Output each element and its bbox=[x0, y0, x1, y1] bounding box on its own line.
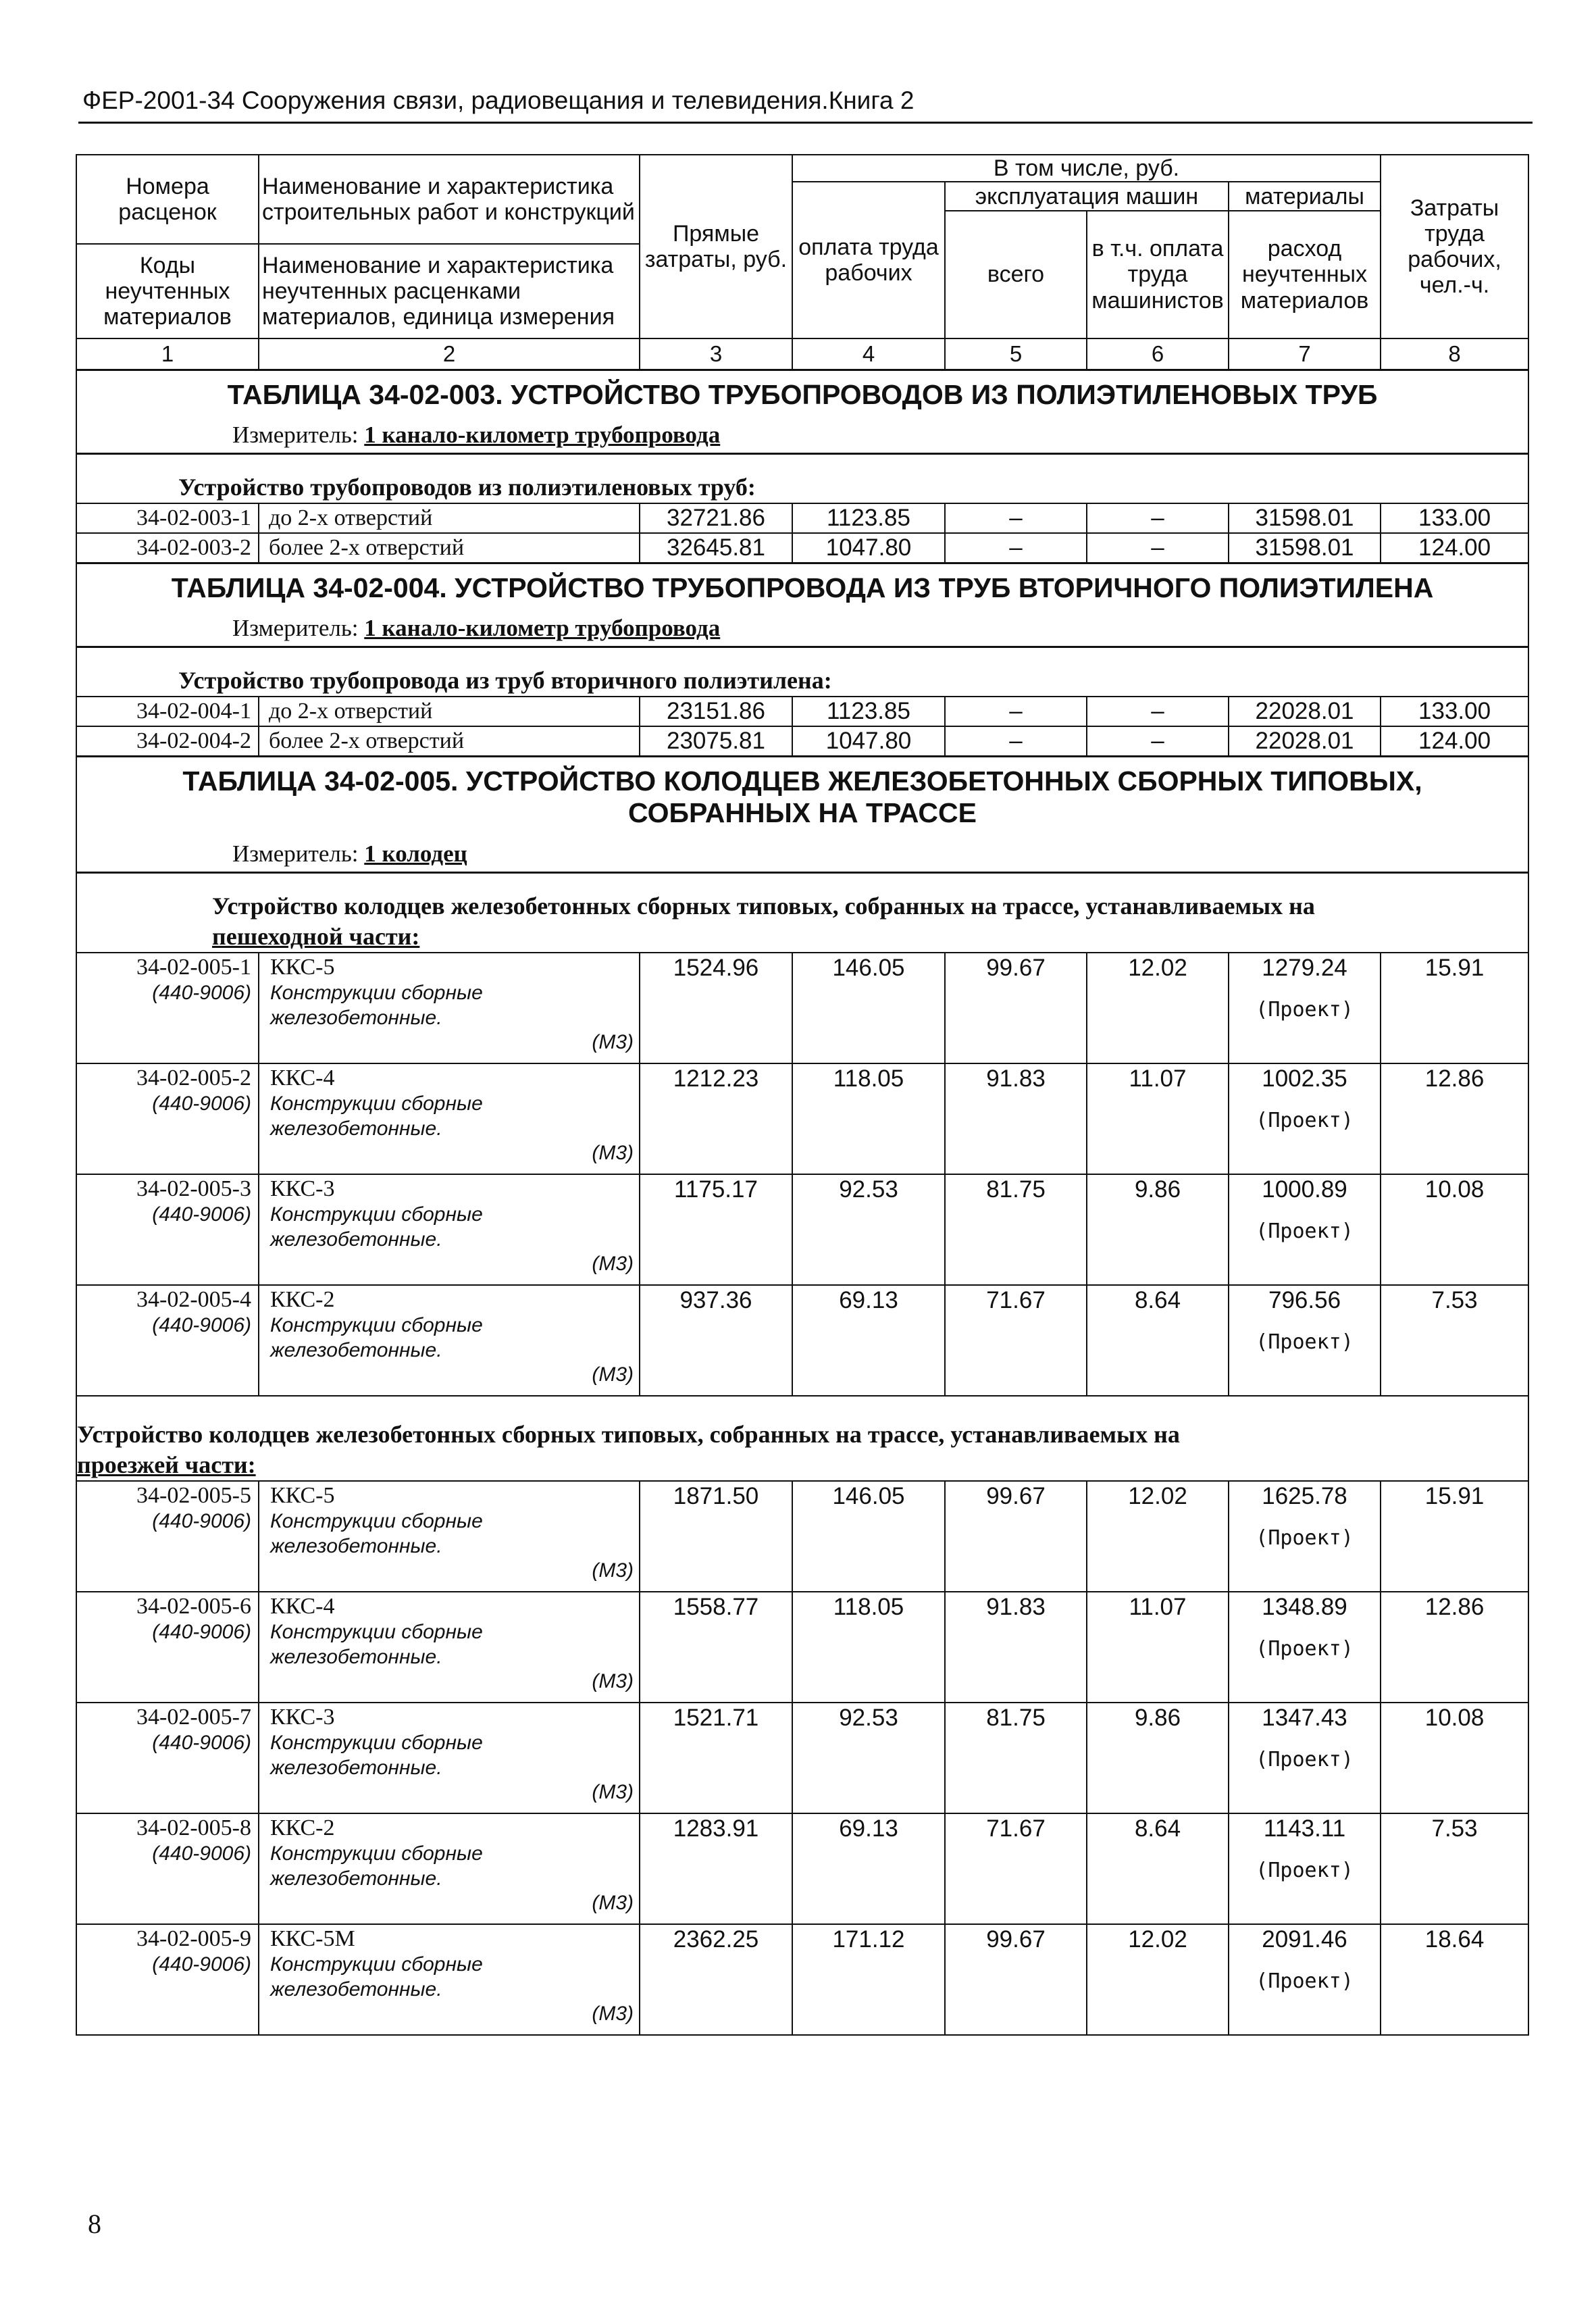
direct-cost: 1524.96 bbox=[640, 953, 792, 1063]
rates-table bbox=[76, 154, 1529, 2036]
rate-code: 34-02-005-7 bbox=[136, 1704, 251, 1730]
table-row bbox=[76, 503, 1528, 533]
rate-code: 34-02-005-6 bbox=[136, 1593, 251, 1619]
material-code: (440-9006) bbox=[152, 981, 251, 1004]
work-name: ККС-3 bbox=[270, 1176, 335, 1201]
rate-code: 34-02-004-2 bbox=[76, 726, 259, 757]
direct-cost: 1175.17 bbox=[640, 1174, 792, 1285]
col-labor: Затраты труда рабочих, чел.-ч. bbox=[1381, 155, 1528, 338]
col-name-top: Наименование и характеристика строительных работ и конструкций bbox=[259, 155, 640, 244]
labor: 12.86 bbox=[1381, 1592, 1528, 1703]
group-heading: Устройство трубопроводов из полиэтиленовых труб: bbox=[76, 454, 1528, 504]
machines-total: 81.75 bbox=[945, 1703, 1087, 1813]
material-code: (440-9006) bbox=[152, 1731, 251, 1754]
direct-cost: 23151.86 bbox=[640, 697, 792, 726]
materials-cell bbox=[1229, 1285, 1381, 1396]
material-unit: (М3) bbox=[592, 1780, 634, 1803]
materials-cell bbox=[1229, 1924, 1381, 2035]
table-row bbox=[76, 1703, 1528, 1813]
table-row bbox=[76, 1063, 1528, 1174]
table-row bbox=[76, 697, 1528, 726]
direct-cost: 1212.23 bbox=[640, 1063, 792, 1174]
col-number: 2 bbox=[259, 338, 640, 370]
rate-code-cell bbox=[76, 1481, 259, 1592]
machines-wages: 11.07 bbox=[1087, 1592, 1229, 1703]
rate-code-cell bbox=[76, 953, 259, 1063]
machines-total: 71.67 bbox=[945, 1813, 1087, 1924]
work-name: более 2-х отверстий bbox=[259, 726, 640, 757]
work-name-cell bbox=[259, 1285, 640, 1396]
machines-wages: 8.64 bbox=[1087, 1813, 1229, 1924]
table-head bbox=[76, 155, 1528, 370]
machines-total: 81.75 bbox=[945, 1174, 1087, 1285]
table-section bbox=[76, 563, 1528, 647]
col-wages: оплата труда рабочих bbox=[792, 182, 945, 338]
material-name: Конструкции сборные железобетонные. bbox=[270, 1731, 483, 1780]
rows-roadway bbox=[76, 1481, 1528, 2035]
table-row bbox=[76, 953, 1528, 1063]
rate-code: 34-02-005-5 bbox=[136, 1482, 251, 1508]
col-number: 4 bbox=[792, 338, 945, 370]
wages: 92.53 bbox=[792, 1703, 945, 1813]
work-name-cell bbox=[259, 1924, 640, 2035]
labor: 10.08 bbox=[1381, 1174, 1528, 1285]
rate-code-cell bbox=[76, 1924, 259, 2035]
work-name: ККС-5 bbox=[270, 954, 335, 980]
machines-wages: 9.86 bbox=[1087, 1703, 1229, 1813]
wages: 69.13 bbox=[792, 1285, 945, 1396]
labor: 133.00 bbox=[1381, 697, 1528, 726]
work-name: до 2-х отверстий bbox=[259, 503, 640, 533]
rate-code-cell bbox=[76, 1592, 259, 1703]
material-name: Конструкции сборные железобетонные. bbox=[270, 1203, 483, 1251]
rate-code: 34-02-005-3 bbox=[136, 1176, 251, 1201]
col-code-top: Номера расценок bbox=[76, 155, 259, 244]
work-name: ККС-5 bbox=[270, 1482, 335, 1508]
wages: 146.05 bbox=[792, 953, 945, 1063]
machines-wages: 9.86 bbox=[1087, 1174, 1229, 1285]
material-name: Конструкции сборные железобетонные. bbox=[270, 1620, 483, 1669]
materials-note: (Проект) bbox=[1256, 1219, 1354, 1243]
wages: 92.53 bbox=[792, 1174, 945, 1285]
machines-wages: 8.64 bbox=[1087, 1285, 1229, 1396]
table-row bbox=[76, 1592, 1528, 1703]
running-header: ФЕР-2001-34 Сооружения связи, радиовещания и телевидения.Книга 2 bbox=[82, 86, 915, 114]
wages: 1047.80 bbox=[792, 533, 945, 563]
materials-note: (Проект) bbox=[1256, 1969, 1354, 1993]
materials: 1348.89 bbox=[1262, 1593, 1347, 1620]
group-b bbox=[76, 1396, 1528, 1481]
table-title: ТАБЛИЦА 34-02-005. УСТРОЙСТВО КОЛОДЦЕВ ЖЕЛЕЗОБЕТОННЫХ СБОРНЫХ ТИПОВЫХ, СОБРАННЫХ НА ТРАССЕ bbox=[182, 765, 1422, 829]
labor: 7.53 bbox=[1381, 1813, 1528, 1924]
labor: 12.86 bbox=[1381, 1063, 1528, 1174]
col-code-bottom: Коды неучтенных материалов bbox=[76, 244, 259, 338]
direct-cost: 2362.25 bbox=[640, 1924, 792, 2035]
col-materials: материалы bbox=[1229, 182, 1381, 211]
machines-wages: – bbox=[1087, 533, 1229, 563]
work-name: ККС-4 bbox=[270, 1065, 335, 1090]
materials: 22028.01 bbox=[1229, 697, 1381, 726]
col-direct: Прямые затраты, руб. bbox=[640, 155, 792, 338]
material-name: Конструкции сборные железобетонные. bbox=[270, 1953, 483, 2001]
material-unit: (М3) bbox=[592, 1030, 634, 1053]
materials: 1000.89 bbox=[1262, 1176, 1347, 1203]
rate-code: 34-02-005-8 bbox=[136, 1815, 251, 1840]
measure-label: Измеритель: bbox=[232, 840, 359, 867]
group-heading-line2: пешеходной части: bbox=[212, 922, 420, 950]
col-including: В том числе, руб. bbox=[792, 155, 1381, 182]
machines-wages: 12.02 bbox=[1087, 1481, 1229, 1592]
group-heading-line2: проезжей части: bbox=[77, 1451, 256, 1478]
col-materials-unaccounted: расход неучтенных материалов bbox=[1229, 211, 1381, 338]
measure-value: 1 канало-километр трубопровода bbox=[364, 615, 721, 642]
work-name: до 2-х отверстий bbox=[259, 697, 640, 726]
material-code: (440-9006) bbox=[152, 1953, 251, 1976]
table-row bbox=[76, 1285, 1528, 1396]
col-machines: эксплуатация машин bbox=[945, 182, 1229, 211]
material-code: (440-9006) bbox=[152, 1092, 251, 1115]
col-number: 3 bbox=[640, 338, 792, 370]
materials-cell bbox=[1229, 1592, 1381, 1703]
col-name-bottom: Наименование и характеристика неучтенных расценками материалов, единица измерения bbox=[259, 244, 640, 338]
wages: 1123.85 bbox=[792, 503, 945, 533]
labor: 15.91 bbox=[1381, 1481, 1528, 1592]
machines-wages: 11.07 bbox=[1087, 1063, 1229, 1174]
rows-pedestrian bbox=[76, 953, 1528, 1396]
machines-total: – bbox=[945, 726, 1087, 757]
materials-cell bbox=[1229, 953, 1381, 1063]
group-heading-line1: Устройство колодцев железобетонных сборных типовых, собранных на трассе, устанавливаемых на bbox=[212, 892, 1315, 920]
material-name: Конструкции сборные железобетонные. bbox=[270, 1509, 483, 1558]
col-number: 1 bbox=[76, 338, 259, 370]
work-name-cell bbox=[259, 1592, 640, 1703]
table-row bbox=[76, 1174, 1528, 1285]
work-name-cell bbox=[259, 1063, 640, 1174]
material-unit: (М3) bbox=[592, 1141, 634, 1164]
table-row bbox=[76, 726, 1528, 757]
materials-cell bbox=[1229, 1063, 1381, 1174]
wages: 69.13 bbox=[792, 1813, 945, 1924]
wages: 118.05 bbox=[792, 1063, 945, 1174]
material-unit: (М3) bbox=[592, 2002, 634, 2025]
machines-total: – bbox=[945, 503, 1087, 533]
rate-code: 34-02-004-1 bbox=[76, 697, 259, 726]
material-unit: (М3) bbox=[592, 1363, 634, 1386]
materials: 31598.01 bbox=[1229, 503, 1381, 533]
materials-note: (Проект) bbox=[1256, 997, 1354, 1022]
machines-total: – bbox=[945, 533, 1087, 563]
measure-line bbox=[77, 416, 1528, 453]
labor: 124.00 bbox=[1381, 726, 1528, 757]
work-name: ККС-5М bbox=[270, 1926, 355, 1951]
machines-total: 99.67 bbox=[945, 1924, 1087, 2035]
work-name-cell bbox=[259, 953, 640, 1063]
material-unit: (М3) bbox=[592, 1559, 634, 1582]
direct-cost: 32721.86 bbox=[640, 503, 792, 533]
material-code: (440-9006) bbox=[152, 1203, 251, 1226]
machines-total: – bbox=[945, 697, 1087, 726]
machines-total: 91.83 bbox=[945, 1592, 1087, 1703]
work-name: ККС-4 bbox=[270, 1593, 335, 1619]
col-number: 8 bbox=[1381, 338, 1528, 370]
machines-wages: 12.02 bbox=[1087, 953, 1229, 1063]
material-name: Конструкции сборные железобетонные. bbox=[270, 1842, 483, 1890]
wages: 146.05 bbox=[792, 1481, 945, 1592]
rate-code-cell bbox=[76, 1703, 259, 1813]
rate-code-cell bbox=[76, 1174, 259, 1285]
material-name: Конструкции сборные железобетонные. bbox=[270, 1313, 483, 1362]
materials: 1143.11 bbox=[1263, 1815, 1346, 1842]
materials-cell bbox=[1229, 1703, 1381, 1813]
materials-note: (Проект) bbox=[1256, 1526, 1354, 1550]
materials: 22028.01 bbox=[1229, 726, 1381, 757]
direct-cost: 23075.81 bbox=[640, 726, 792, 757]
direct-cost: 1521.71 bbox=[640, 1703, 792, 1813]
col-machines-wages: в т.ч. оплата труда машинистов bbox=[1087, 211, 1229, 338]
material-name: Конструкции сборные железобетонные. bbox=[270, 1092, 483, 1140]
col-machines-total: всего bbox=[945, 211, 1087, 338]
labor: 7.53 bbox=[1381, 1285, 1528, 1396]
work-name: ККС-3 bbox=[270, 1704, 335, 1730]
materials: 2091.46 bbox=[1262, 1926, 1347, 1953]
labor: 124.00 bbox=[1381, 533, 1528, 563]
machines-total: 71.67 bbox=[945, 1285, 1087, 1396]
work-name-cell bbox=[259, 1703, 640, 1813]
table-title: ТАБЛИЦА 34-02-004. УСТРОЙСТВО ТРУБОПРОВОДА ИЗ ТРУБ ВТОРИЧНОГО ПОЛИЭТИЛЕНА bbox=[171, 572, 1434, 604]
rate-code-cell bbox=[76, 1813, 259, 1924]
labor: 10.08 bbox=[1381, 1703, 1528, 1813]
material-name: Конструкции сборные железобетонные. bbox=[270, 981, 483, 1030]
machines-total: 99.67 bbox=[945, 953, 1087, 1063]
material-unit: (М3) bbox=[592, 1669, 634, 1692]
materials-note: (Проект) bbox=[1256, 1330, 1354, 1354]
table-row bbox=[76, 1813, 1528, 1924]
rate-code: 34-02-005-4 bbox=[136, 1286, 251, 1312]
materials: 31598.01 bbox=[1229, 533, 1381, 563]
materials-note: (Проект) bbox=[1256, 1747, 1354, 1771]
table-section bbox=[76, 370, 1528, 454]
direct-cost: 1871.50 bbox=[640, 1481, 792, 1592]
rate-code: 34-02-005-9 bbox=[136, 1926, 251, 1951]
col-number: 6 bbox=[1087, 338, 1229, 370]
col-number: 7 bbox=[1229, 338, 1381, 370]
work-name: более 2-х отверстий bbox=[259, 533, 640, 563]
rate-code: 34-02-005-2 bbox=[136, 1065, 251, 1090]
col-number: 5 bbox=[945, 338, 1087, 370]
materials-cell bbox=[1229, 1174, 1381, 1285]
labor: 15.91 bbox=[1381, 953, 1528, 1063]
machines-wages: 12.02 bbox=[1087, 1924, 1229, 2035]
group-heading bbox=[76, 1396, 1528, 1481]
material-code: (440-9006) bbox=[152, 1842, 251, 1865]
table-section bbox=[76, 757, 1528, 872]
direct-cost: 937.36 bbox=[640, 1285, 792, 1396]
materials: 796.56 bbox=[1268, 1286, 1341, 1313]
measure-line bbox=[77, 609, 1528, 646]
material-unit: (М3) bbox=[592, 1891, 634, 1914]
measure-label: Измеритель: bbox=[232, 422, 359, 449]
direct-cost: 1558.77 bbox=[640, 1592, 792, 1703]
materials-note: (Проект) bbox=[1256, 1636, 1354, 1661]
material-unit: (М3) bbox=[592, 1252, 634, 1275]
measure-line bbox=[77, 835, 1528, 872]
measure-value: 1 колодец bbox=[364, 840, 467, 867]
header-rule bbox=[78, 122, 1533, 124]
work-name: ККС-2 bbox=[270, 1286, 335, 1312]
direct-cost: 1283.91 bbox=[640, 1813, 792, 1924]
group-heading-line1: Устройство колодцев железобетонных сборных типовых, собранных на трассе, устанавливаемых на bbox=[77, 1420, 1180, 1448]
machines-wages: – bbox=[1087, 726, 1229, 757]
machines-wages: – bbox=[1087, 503, 1229, 533]
direct-cost: 32645.81 bbox=[640, 533, 792, 563]
wages: 171.12 bbox=[792, 1924, 945, 2035]
group-heading bbox=[76, 872, 1528, 953]
measure-value: 1 канало-километр трубопровода bbox=[364, 422, 721, 449]
table-row bbox=[76, 533, 1528, 563]
machines-wages: – bbox=[1087, 697, 1229, 726]
rate-code: 34-02-003-1 bbox=[76, 503, 259, 533]
labor: 18.64 bbox=[1381, 1924, 1528, 2035]
materials: 1002.35 bbox=[1262, 1065, 1347, 1092]
work-name-cell bbox=[259, 1813, 640, 1924]
materials-cell bbox=[1229, 1813, 1381, 1924]
materials-note: (Проект) bbox=[1256, 1858, 1354, 1882]
work-name-cell bbox=[259, 1481, 640, 1592]
rate-code-cell bbox=[76, 1285, 259, 1396]
table-row bbox=[76, 1481, 1528, 1592]
rate-code: 34-02-005-1 bbox=[136, 954, 251, 980]
table-title: ТАБЛИЦА 34-02-003. УСТРОЙСТВО ТРУБОПРОВОДОВ ИЗ ПОЛИЭТИЛЕНОВЫХ ТРУБ bbox=[227, 379, 1378, 410]
work-name-cell bbox=[259, 1174, 640, 1285]
wages: 118.05 bbox=[792, 1592, 945, 1703]
materials-note: (Проект) bbox=[1256, 1108, 1354, 1132]
material-code: (440-9006) bbox=[152, 1620, 251, 1643]
material-code: (440-9006) bbox=[152, 1509, 251, 1532]
work-name: ККС-2 bbox=[270, 1815, 335, 1840]
materials-cell bbox=[1229, 1481, 1381, 1592]
materials: 1625.78 bbox=[1262, 1482, 1347, 1509]
materials: 1347.43 bbox=[1262, 1704, 1347, 1731]
rate-code-cell bbox=[76, 1063, 259, 1174]
table-row bbox=[76, 1924, 1528, 2035]
table-body bbox=[76, 370, 1528, 953]
measure-label: Измеритель: bbox=[232, 615, 359, 642]
material-code: (440-9006) bbox=[152, 1313, 251, 1336]
page-number: 8 bbox=[88, 2209, 101, 2239]
wages: 1123.85 bbox=[792, 697, 945, 726]
wages: 1047.80 bbox=[792, 726, 945, 757]
group-heading: Устройство трубопровода из труб вторичного полиэтилена: bbox=[76, 647, 1528, 697]
machines-total: 91.83 bbox=[945, 1063, 1087, 1174]
materials: 1279.24 bbox=[1262, 954, 1347, 981]
rate-code: 34-02-003-2 bbox=[76, 533, 259, 563]
machines-total: 99.67 bbox=[945, 1481, 1087, 1592]
labor: 133.00 bbox=[1381, 503, 1528, 533]
